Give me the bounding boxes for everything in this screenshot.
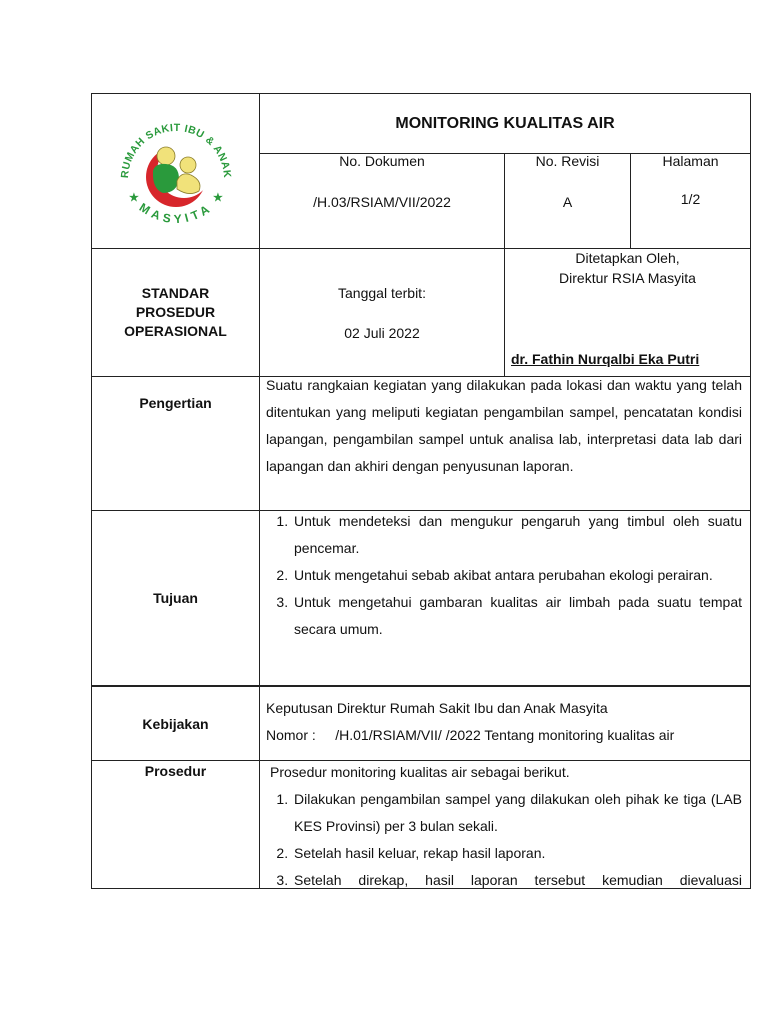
- pengertian-text: Suatu rangkaian kegiatan yang dilakukan pada lokasi dan waktu yang telah ditentukan yang meliputi kegiatan pengambilan sampel, pencatatan kondisi lapangan, pengambilan sampel untuk analisa lab, interpretasi data lab dari lapangan dan akhiri dengan penyusunan laporan.: [266, 377, 742, 474]
- pengertian-content: [260, 377, 750, 510]
- kebijakan-line2: Nomor : /H.01/RSIAM/VII/ /2022 Tentang monitoring kualitas air: [266, 727, 675, 743]
- tujuan-label: Tujuan: [92, 511, 260, 685]
- tujuan-item: 3. Untuk mengetahui gambaran kualitas air limbah pada suatu tempat secara umum.: [292, 589, 742, 643]
- prosedur-label: Prosedur: [92, 761, 260, 888]
- doc-number-label: No. Dokumen: [339, 153, 425, 169]
- tujuan-item: 2. Untuk mengetahui sebab akibat antara perubahan ekologi perairan.: [292, 562, 742, 589]
- prosedur-item: 2. Setelah hasil keluar, rekap hasil laporan.: [292, 840, 742, 867]
- tujuan-row: [91, 511, 751, 687]
- logo-child-head: [180, 157, 196, 173]
- sop-label-line3: OPERASIONAL: [124, 323, 227, 339]
- revision-value: A: [562, 194, 573, 210]
- sop-label-line2: PROSEDUR: [135, 304, 216, 320]
- kebijakan-row: [91, 687, 751, 761]
- prosedur-intro: Prosedur monitoring kualitas air sebagai berikut.: [270, 764, 570, 780]
- page-cell: [631, 153, 750, 248]
- hospital-logo-icon: [111, 101, 241, 241]
- logo-star-left-icon: ★: [128, 192, 139, 204]
- kebijakan-label: Kebijakan: [92, 687, 260, 760]
- header-row: [91, 93, 751, 249]
- sop-label: [92, 249, 260, 376]
- prosedur-list: [266, 786, 742, 888]
- page-label: Halaman: [662, 153, 719, 169]
- sop-label-line1: STANDAR: [141, 285, 210, 301]
- approval-line2: Direktur RSIA Masyita: [559, 270, 696, 286]
- document-title: MONITORING KUALITAS AIR: [260, 94, 750, 154]
- revision-label: No. Revisi: [535, 153, 600, 169]
- logo-mother-head: [157, 147, 175, 165]
- doc-number-cell: [260, 153, 505, 248]
- hospital-logo: [92, 94, 260, 248]
- approval-cell: [505, 249, 750, 376]
- page-value: 1/2: [680, 191, 701, 207]
- doc-number-value: /H.03/RSIAM/VII/2022: [313, 194, 451, 210]
- logo-text-bottom: MASYITA: [136, 200, 215, 227]
- kebijakan-line1: Keputusan Direktur Rumah Sakit Ibu dan Anak Masyita: [266, 700, 608, 716]
- prosedur-content: [260, 761, 750, 888]
- issue-date-cell: [260, 249, 505, 376]
- tujuan-item: 1. Untuk mendeteksi dan mengukur pengaruh yang timbul oleh suatu pencemar.: [292, 508, 742, 562]
- signatory-name: dr. Fathin Nurqalbi Eka Putri: [511, 351, 700, 367]
- sop-document: [91, 93, 751, 889]
- sop-right: [260, 249, 750, 376]
- revision-cell: [505, 153, 631, 248]
- logo-text-top: RUMAH SAKIT IBU & ANAK: [118, 121, 233, 179]
- logo-star-right-icon: ★: [212, 192, 223, 204]
- header-right: [260, 94, 750, 248]
- tujuan-list: [266, 508, 742, 643]
- prosedur-row: [91, 761, 751, 889]
- pengertian-row: [91, 377, 751, 511]
- approval-line1: Ditetapkan Oleh,: [575, 250, 680, 266]
- prosedur-item: 1. Dilakukan pengambilan sampel yang dilakukan oleh pihak ke tiga (LAB KES Provinsi) per 3 bulan sekali.: [292, 786, 742, 840]
- pengertian-label: Pengertian: [92, 377, 260, 510]
- tujuan-content: [260, 511, 750, 685]
- sop-row: [91, 249, 751, 377]
- prosedur-item: 3. Setelah direkap, hasil laporan tersebut kemudian dievaluasi: [292, 867, 742, 888]
- issue-date-value: 02 Juli 2022: [344, 325, 420, 341]
- kebijakan-content: [260, 687, 750, 760]
- issue-date-label: Tanggal terbit:: [338, 285, 426, 301]
